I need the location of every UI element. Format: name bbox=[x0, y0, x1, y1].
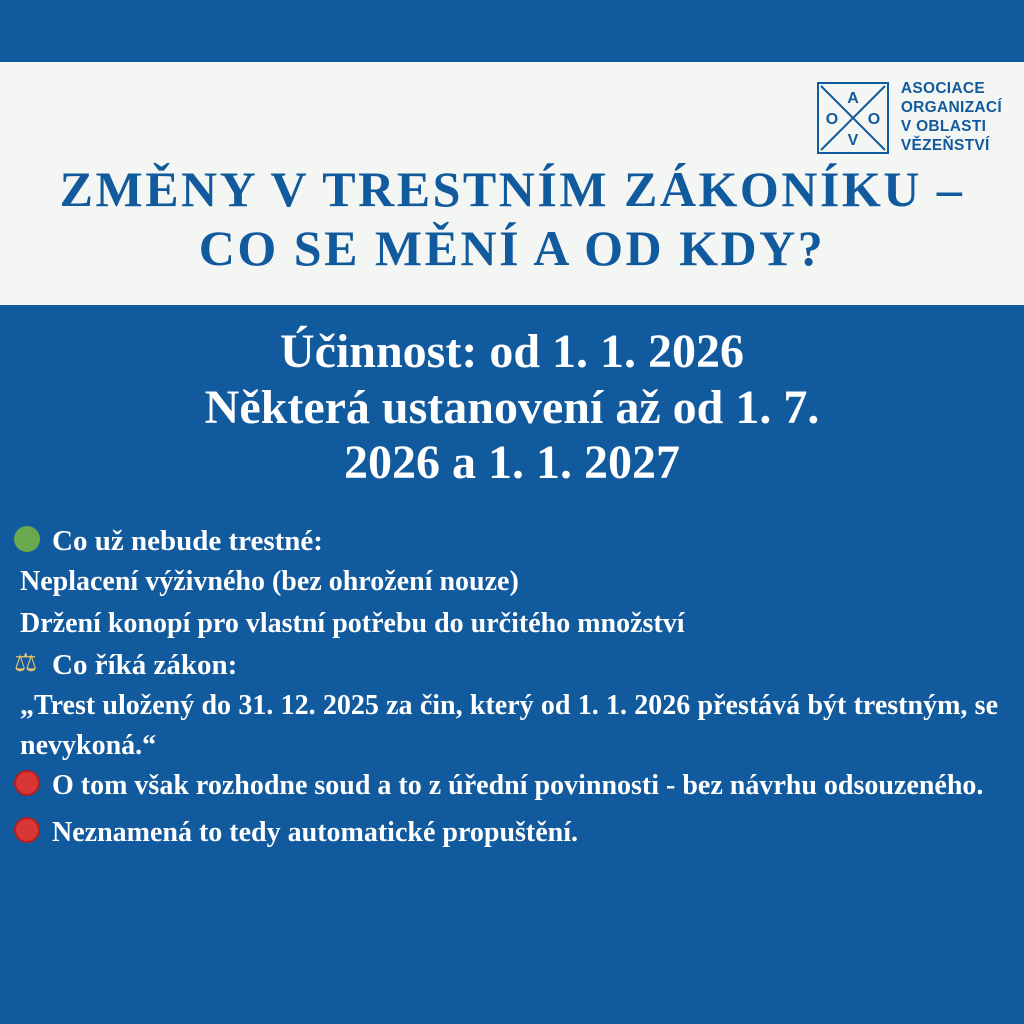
section-not-criminal-heading: Co už nebude trestné: bbox=[52, 525, 323, 557]
effectivity-line-1: Účinnost: od 1. 1. 2026 bbox=[279, 325, 745, 378]
page-title-line-2: CO SE MĚNÍ A OD KDY? bbox=[198, 220, 826, 276]
page-title bbox=[0, 160, 1024, 278]
logo-name-line-4: VĚZEŇSTVÍ bbox=[900, 136, 990, 154]
not-criminal-item-1: Neplacení výživného (bez ohrožení nouze) bbox=[20, 566, 519, 598]
green-circle-icon bbox=[14, 522, 52, 552]
red-circle-icon bbox=[14, 766, 52, 796]
section-law-heading: Co říká zákon: bbox=[52, 648, 238, 681]
note-row-1 bbox=[14, 766, 1010, 806]
effectivity-block bbox=[0, 324, 1024, 491]
svg-text:O: O bbox=[825, 110, 839, 128]
svg-text:A: A bbox=[847, 89, 859, 107]
note-row-2 bbox=[14, 813, 1010, 853]
logo-mark-icon bbox=[817, 82, 889, 154]
logo-organization-name bbox=[901, 80, 1002, 156]
top-band bbox=[0, 0, 1024, 62]
organization-logo bbox=[817, 80, 1002, 156]
content-list bbox=[14, 522, 1010, 855]
section-not-criminal-heading-row bbox=[14, 522, 1010, 560]
scales-of-justice-icon: ⚖ bbox=[14, 647, 38, 677]
svg-text:O: O bbox=[867, 110, 881, 128]
logo-name-line-2: ORGANIZACÍ bbox=[900, 98, 1002, 116]
note-text-1: O tom však rozhodne soud a to z úřední povinnosti - bez návrhu odsouzeného. bbox=[52, 769, 984, 801]
not-criminal-item-2: Držení konopí pro vlastní potřebu do určitého množství bbox=[20, 608, 685, 640]
effectivity-line-2: Některá ustanovení až od 1. 7. bbox=[204, 380, 820, 434]
logo-name-line-1: ASOCIACE bbox=[900, 80, 986, 97]
logo-name-line-3: V OBLASTI bbox=[900, 117, 987, 135]
law-quote: „Trest uložený do 31. 12. 2025 za čin, který od 1. 1. 2026 přestává být trestným, se nevykoná.“ bbox=[20, 690, 998, 761]
page-title-line-1: ZMĚNY V TRESTNÍM ZÁKONÍKU – bbox=[59, 161, 965, 217]
red-circle-icon bbox=[14, 813, 52, 843]
effectivity-line-3: 2026 a 1. 1. 2027 bbox=[344, 436, 680, 490]
note-text-2: Neznamená to tedy automatické propuštění. bbox=[52, 817, 579, 849]
section-law-heading-row bbox=[14, 646, 1010, 684]
svg-text:V: V bbox=[847, 131, 859, 149]
